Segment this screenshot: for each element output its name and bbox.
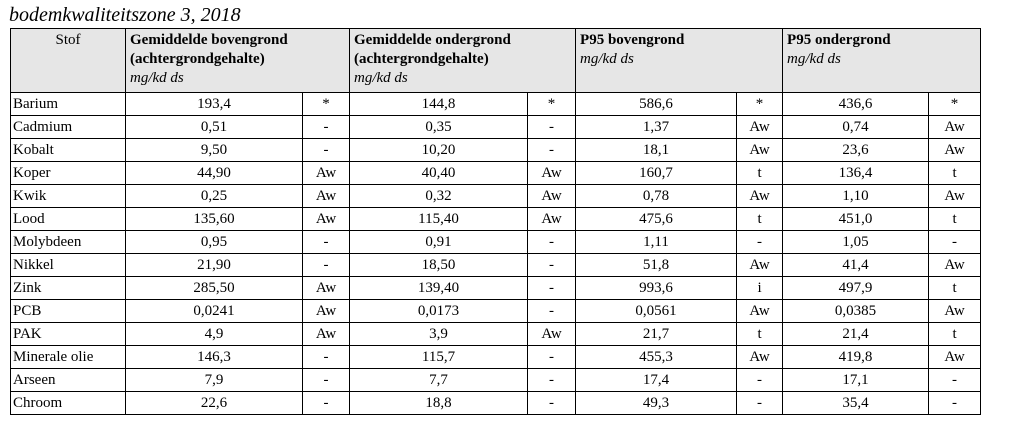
value-cell: 44,90 — [126, 162, 303, 185]
classification-cell: Aw — [528, 323, 576, 346]
classification-cell: t — [737, 162, 783, 185]
classification-cell: Aw — [737, 254, 783, 277]
header-p95-bovengrond — [576, 29, 783, 93]
classification-cell: t — [929, 323, 981, 346]
classification-cell: - — [528, 392, 576, 415]
classification-cell: Aw — [303, 277, 350, 300]
value-cell: 49,3 — [576, 392, 737, 415]
value-cell: 1,10 — [783, 185, 929, 208]
classification-cell: - — [929, 231, 981, 254]
substance-name: Arseen — [11, 369, 126, 392]
table-row — [11, 116, 981, 139]
header-gemiddelde-ondergrond — [350, 29, 576, 93]
table-row — [11, 346, 981, 369]
value-cell: 3,9 — [350, 323, 528, 346]
classification-cell: - — [929, 392, 981, 415]
value-cell: 285,50 — [126, 277, 303, 300]
value-cell: 455,3 — [576, 346, 737, 369]
classification-cell: * — [737, 93, 783, 116]
classification-cell: Aw — [737, 185, 783, 208]
classification-cell: Aw — [303, 208, 350, 231]
classification-cell: t — [929, 162, 981, 185]
header-title: P95 bovengrond — [580, 32, 685, 48]
value-cell: 18,1 — [576, 139, 737, 162]
table-row — [11, 392, 981, 415]
table-row — [11, 277, 981, 300]
classification-cell: Aw — [303, 185, 350, 208]
classification-cell: i — [737, 277, 783, 300]
classification-cell: - — [528, 346, 576, 369]
header-subtitle: (achtergrondgehalte) — [130, 51, 265, 67]
substance-name: Cadmium — [11, 116, 126, 139]
classification-cell: Aw — [303, 300, 350, 323]
value-cell: 451,0 — [783, 208, 929, 231]
value-cell: 115,40 — [350, 208, 528, 231]
value-cell: 419,8 — [783, 346, 929, 369]
header-unit: mg/kd ds — [580, 51, 634, 67]
classification-cell: t — [929, 208, 981, 231]
classification-cell: * — [528, 93, 576, 116]
header-unit: mg/kd ds — [787, 51, 841, 67]
table-row — [11, 139, 981, 162]
classification-cell: t — [737, 208, 783, 231]
classification-cell: Aw — [303, 162, 350, 185]
header-title: Gemiddelde ondergrond — [354, 32, 511, 48]
classification-cell: - — [303, 139, 350, 162]
value-cell: 0,35 — [350, 116, 528, 139]
header-stof: Stof — [11, 29, 126, 93]
substance-name: Kobalt — [11, 139, 126, 162]
header-unit: mg/kd ds — [130, 70, 184, 86]
substance-name: Barium — [11, 93, 126, 116]
value-cell: 51,8 — [576, 254, 737, 277]
value-cell: 1,11 — [576, 231, 737, 254]
value-cell: 0,0385 — [783, 300, 929, 323]
value-cell: 18,50 — [350, 254, 528, 277]
value-cell: 1,37 — [576, 116, 737, 139]
table-row — [11, 323, 981, 346]
table-row — [11, 254, 981, 277]
table-row — [11, 231, 981, 254]
classification-cell: - — [528, 277, 576, 300]
classification-cell: - — [929, 369, 981, 392]
value-cell: 23,6 — [783, 139, 929, 162]
value-cell: 993,6 — [576, 277, 737, 300]
header-p95-ondergrond — [783, 29, 981, 93]
classification-cell: Aw — [929, 185, 981, 208]
classification-cell: Aw — [929, 254, 981, 277]
value-cell: 135,60 — [126, 208, 303, 231]
substance-name: Chroom — [11, 392, 126, 415]
value-cell: 139,40 — [350, 277, 528, 300]
classification-cell: Aw — [737, 139, 783, 162]
value-cell: 35,4 — [783, 392, 929, 415]
value-cell: 136,4 — [783, 162, 929, 185]
classification-cell: - — [528, 254, 576, 277]
table-caption: bodemkwaliteitszone 3, 2018 — [9, 4, 241, 26]
table-row — [11, 208, 981, 231]
value-cell: 21,90 — [126, 254, 303, 277]
classification-cell: Aw — [528, 185, 576, 208]
header-gemiddelde-bovengrond — [126, 29, 350, 93]
classification-cell: - — [303, 392, 350, 415]
value-cell: 22,6 — [126, 392, 303, 415]
classification-cell: - — [737, 392, 783, 415]
value-cell: 0,95 — [126, 231, 303, 254]
substance-name: Koper — [11, 162, 126, 185]
value-cell: 193,4 — [126, 93, 303, 116]
value-cell: 0,74 — [783, 116, 929, 139]
classification-cell: - — [528, 231, 576, 254]
classification-cell: Aw — [737, 300, 783, 323]
value-cell: 436,6 — [783, 93, 929, 116]
value-cell: 17,1 — [783, 369, 929, 392]
header-row — [11, 29, 981, 93]
value-cell: 21,4 — [783, 323, 929, 346]
substance-name: PAK — [11, 323, 126, 346]
header-title: Gemiddelde bovengrond — [130, 32, 288, 48]
value-cell: 4,9 — [126, 323, 303, 346]
classification-cell: Aw — [929, 139, 981, 162]
substance-name: Lood — [11, 208, 126, 231]
table-row — [11, 369, 981, 392]
value-cell: 18,8 — [350, 392, 528, 415]
classification-cell: - — [303, 346, 350, 369]
table-body — [11, 93, 981, 415]
header-title: P95 ondergrond — [787, 32, 891, 48]
value-cell: 41,4 — [783, 254, 929, 277]
classification-cell: Aw — [737, 346, 783, 369]
classification-cell: Aw — [929, 300, 981, 323]
classification-cell: Aw — [528, 162, 576, 185]
classification-cell: * — [303, 93, 350, 116]
header-unit: mg/kd ds — [354, 70, 408, 86]
classification-cell: - — [303, 369, 350, 392]
table-row — [11, 300, 981, 323]
value-cell: 0,25 — [126, 185, 303, 208]
value-cell: 17,4 — [576, 369, 737, 392]
classification-cell: Aw — [303, 323, 350, 346]
value-cell: 10,20 — [350, 139, 528, 162]
classification-cell: Aw — [929, 346, 981, 369]
classification-cell: - — [528, 116, 576, 139]
value-cell: 1,05 — [783, 231, 929, 254]
classification-cell: - — [303, 231, 350, 254]
header-subtitle: (achtergrondgehalte) — [354, 51, 489, 67]
substance-name: Kwik — [11, 185, 126, 208]
value-cell: 475,6 — [576, 208, 737, 231]
value-cell: 144,8 — [350, 93, 528, 116]
value-cell: 115,7 — [350, 346, 528, 369]
table-row — [11, 185, 981, 208]
value-cell: 160,7 — [576, 162, 737, 185]
classification-cell: - — [303, 254, 350, 277]
substance-name: Minerale olie — [11, 346, 126, 369]
classification-cell: - — [303, 116, 350, 139]
substance-name: PCB — [11, 300, 126, 323]
value-cell: 21,7 — [576, 323, 737, 346]
value-cell: 0,0173 — [350, 300, 528, 323]
substance-name: Nikkel — [11, 254, 126, 277]
value-cell: 146,3 — [126, 346, 303, 369]
value-cell: 0,51 — [126, 116, 303, 139]
classification-cell: t — [737, 323, 783, 346]
value-cell: 0,78 — [576, 185, 737, 208]
classification-cell: - — [528, 369, 576, 392]
value-cell: 0,0241 — [126, 300, 303, 323]
soil-quality-table — [10, 28, 981, 415]
value-cell: 7,7 — [350, 369, 528, 392]
classification-cell: - — [528, 300, 576, 323]
table-row — [11, 162, 981, 185]
classification-cell: - — [737, 369, 783, 392]
value-cell: 586,6 — [576, 93, 737, 116]
substance-name: Zink — [11, 277, 126, 300]
classification-cell: * — [929, 93, 981, 116]
classification-cell: Aw — [528, 208, 576, 231]
value-cell: 0,0561 — [576, 300, 737, 323]
substance-name: Molybdeen — [11, 231, 126, 254]
value-cell: 0,32 — [350, 185, 528, 208]
classification-cell: - — [737, 231, 783, 254]
value-cell: 40,40 — [350, 162, 528, 185]
classification-cell: - — [528, 139, 576, 162]
value-cell: 7,9 — [126, 369, 303, 392]
value-cell: 9,50 — [126, 139, 303, 162]
classification-cell: t — [929, 277, 981, 300]
classification-cell: Aw — [929, 116, 981, 139]
value-cell: 0,91 — [350, 231, 528, 254]
classification-cell: Aw — [737, 116, 783, 139]
value-cell: 497,9 — [783, 277, 929, 300]
table-row — [11, 93, 981, 116]
